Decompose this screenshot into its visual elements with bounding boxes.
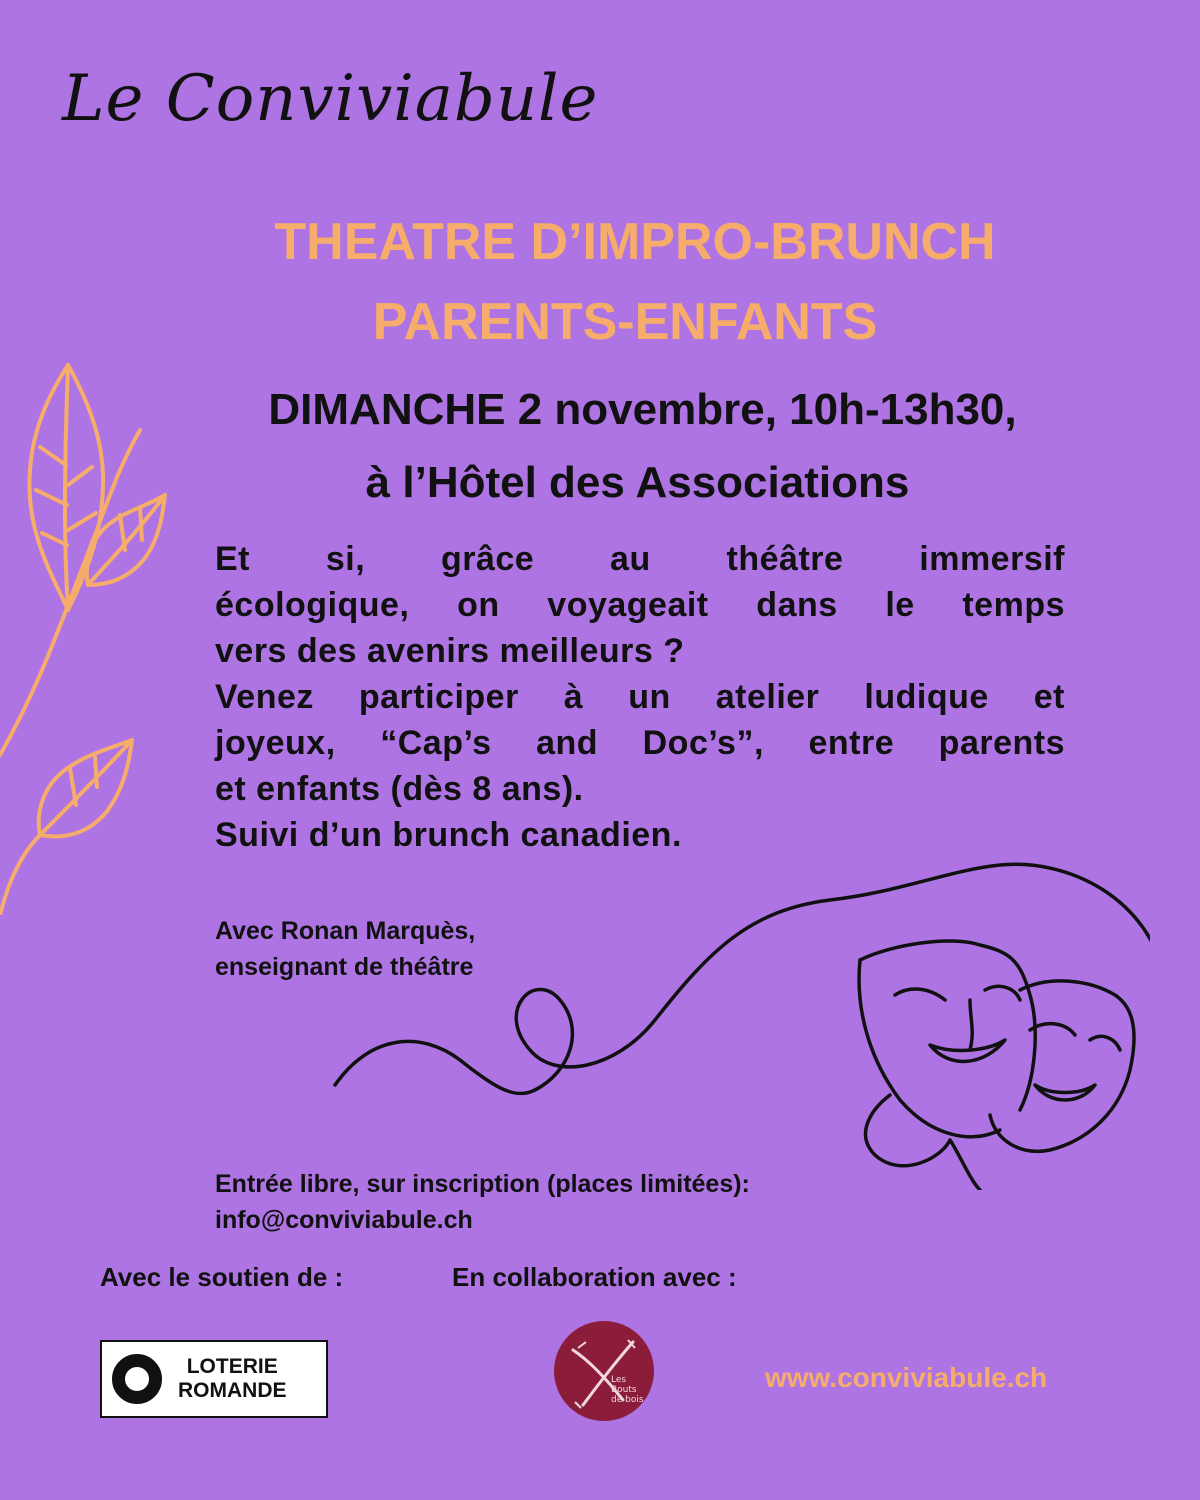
host-role: enseignant de théâtre bbox=[215, 953, 474, 981]
svg-text:Les: Les bbox=[611, 1375, 627, 1385]
host-name: Avec Ronan Marquès, bbox=[215, 917, 476, 945]
theatre-masks-line-illustration bbox=[330, 860, 1150, 1190]
event-venue: à l’Hôtel des Associations bbox=[365, 458, 910, 507]
les-bouts-de-bois-logo bbox=[553, 1320, 655, 1422]
svg-text:de bois: de bois bbox=[611, 1395, 644, 1405]
svg-text:Bouts: Bouts bbox=[611, 1385, 637, 1395]
description-line: vers des avenirs meilleurs ? bbox=[215, 632, 685, 670]
event-date: DIMANCHE 2 novembre, 10h-13h30, bbox=[268, 385, 1017, 434]
loterie-romande-logo bbox=[100, 1340, 328, 1418]
description-line: écologique, on voyageait dans le temps bbox=[215, 586, 1065, 624]
event-title-line1: THEATRE D’IMPRO-BRUNCH bbox=[274, 213, 996, 271]
description-line: et enfants (dès 8 ans). bbox=[215, 770, 584, 808]
website-link[interactable]: www.conviviabule.ch bbox=[765, 1362, 1048, 1393]
host-info bbox=[215, 913, 475, 985]
brand-logo: Le Conviviabule bbox=[62, 62, 599, 136]
registration-text: Entrée libre, sur inscription (places limitées): bbox=[215, 1170, 750, 1198]
registration-info bbox=[215, 1166, 750, 1238]
event-description bbox=[215, 536, 1065, 858]
loterie-logo-text bbox=[178, 1355, 287, 1403]
description-line: Venez participer à un atelier ludique et bbox=[215, 678, 1065, 716]
description-line: Et si, grâce au théâtre immersif bbox=[215, 540, 1065, 578]
registration-email[interactable]: info@conviviabule.ch bbox=[215, 1206, 473, 1234]
loterie-line2: ROMANDE bbox=[178, 1379, 287, 1402]
collaboration-label: En collaboration avec : bbox=[452, 1262, 737, 1292]
leaf-branch-illustration bbox=[0, 355, 175, 915]
loterie-ring-icon bbox=[112, 1354, 162, 1404]
support-label: Avec le soutien de : bbox=[100, 1262, 344, 1292]
event-title-line2: PARENTS-ENFANTS bbox=[372, 293, 878, 351]
description-line: joyeux, “Cap’s and Doc’s”, entre parents bbox=[215, 724, 1065, 762]
description-line: Suivi d’un brunch canadien. bbox=[215, 816, 682, 854]
loterie-line1: LOTERIE bbox=[186, 1355, 278, 1378]
